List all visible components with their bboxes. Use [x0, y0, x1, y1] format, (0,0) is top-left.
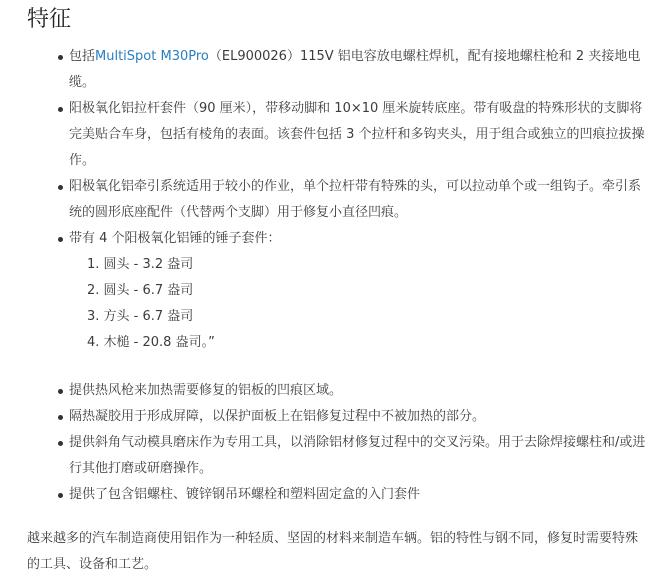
bullet-icon: [58, 107, 63, 112]
closing-paragraph: 越来越多的汽车制造商使用铝作为一种轻质、坚固的材料来制造车辆。铝的特性与钢不同，修复时需要特殊的工具、设备和工艺。: [27, 531, 639, 572]
hammer-list: [69, 252, 647, 356]
list-item-text-suffix: （EL900026）115V 铝电容放电螺柱焊机，配有接地螺柱枪和 2 夹接地电缆。: [69, 49, 641, 90]
hammer-item: 4. 木槌 - 20.8 盎司。”: [87, 335, 215, 350]
list-item: [27, 404, 647, 430]
bullet-icon: [58, 185, 63, 190]
list-item: [27, 482, 647, 508]
list-item-text: 隔热凝胶用于形成屏障，以保护面板上在铝修复过程中不被加热的部分。: [69, 409, 486, 424]
list-item-text: 提供了包含铝螺柱、镀锌钢吊环螺栓和塑料固定盒的入门套件: [69, 487, 421, 502]
list-item-text: 提供斜角气动模具磨床作为专用工具，以消除铝材修复过程中的交叉污染。用于去除焊接螺柱和/或进行其他打磨或研磨操作。: [69, 435, 646, 476]
list-item-text: 阳极氧化铝牵引系统适用于较小的作业，单个拉杆带有特殊的头，可以拉动单个或一组钩子。牵引系统的圆形底座配件（代替两个支脚）用于修复小直径凹痕。: [69, 179, 642, 220]
list-item-text: 阳极氧化铝拉杆套件（90 厘米），带移动脚和 10×10 厘米旋转底座。带有吸盘的特殊形状的支脚将完美贴合车身，包括有棱角的表面。该套件包括 3 个拉杆和多钩夹头，用于组合或独立的凹痕拉拔操作。: [69, 101, 645, 168]
list-item: [27, 378, 647, 404]
list-item-text: 提供热风枪来加热需要修复的铝板的凹痕区域。: [69, 383, 343, 398]
bullet-icon: [58, 441, 63, 446]
list-spacer: [27, 356, 647, 378]
list-item-text: 带有 4 个阳极氧化铝锤的锤子套件：: [69, 231, 281, 246]
bullet-icon: [58, 415, 63, 420]
bullet-icon: [58, 389, 63, 394]
list-item-text-prefix: 包括: [69, 49, 96, 64]
bullet-icon: [58, 237, 63, 242]
hammer-item: 2. 圆头 - 6.7 盎司: [87, 283, 194, 298]
list-item: [27, 44, 647, 96]
list-item: [27, 174, 647, 226]
list-item: [27, 226, 647, 356]
list-item: [27, 96, 647, 174]
feature-list: [27, 44, 647, 356]
bullet-icon: [58, 55, 63, 60]
bullet-icon: [58, 493, 63, 498]
hammer-item: 1. 圆头 - 3.2 盎司: [87, 257, 194, 272]
list-item: [27, 430, 647, 482]
product-link[interactable]: MultiSpot M30Pro: [95, 49, 209, 64]
feature-list-secondary: [27, 378, 647, 508]
section-heading: 特征: [27, 7, 72, 32]
hammer-item: 3. 方头 - 6.7 盎司: [87, 309, 194, 324]
